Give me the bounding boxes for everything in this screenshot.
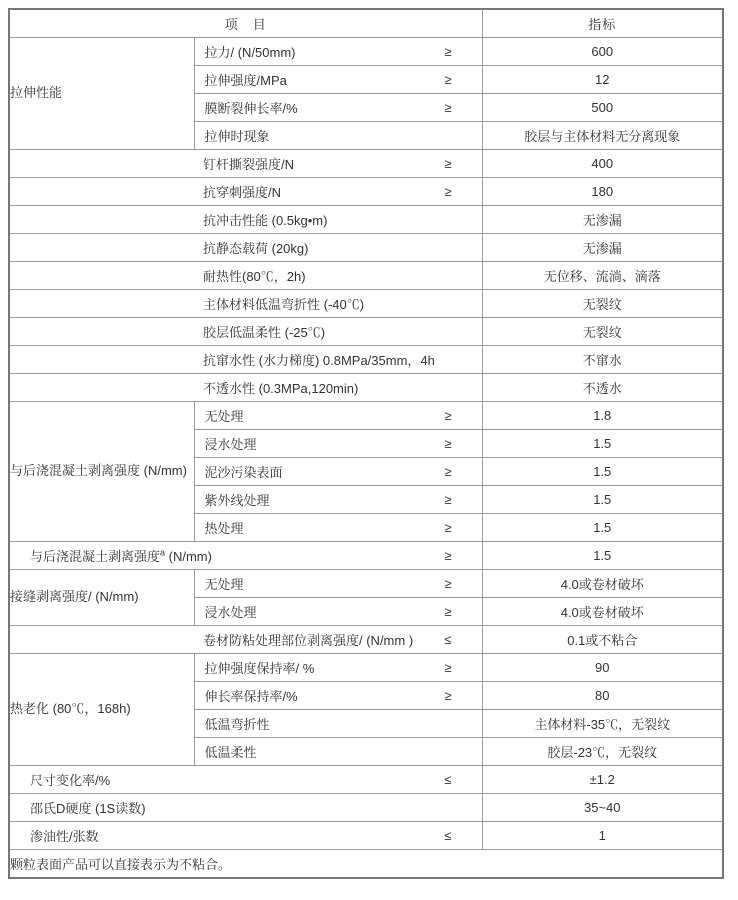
item-label: 拉伸强度/MPa [204,73,287,88]
item-cell [9,150,482,178]
item-label: 拉伸时现象 [204,129,270,144]
item-label: 主体材料低温弯折性 (-40℃) [203,297,365,312]
item-cell [194,66,482,94]
item-cell [194,710,482,738]
item-label: 抗冲击性能 (0.5kg•m) [203,213,328,228]
comparison-symbol: ≥ [444,520,452,535]
table-row [9,626,723,654]
spec-value-cell: 1.5 [482,542,723,570]
item-label: 抗静态载荷 (20kg) [203,241,309,256]
table-row [9,822,723,850]
spec-value-cell: 1.5 [482,486,723,514]
spec-value-cell: 无位移、流淌、滴落 [482,262,723,290]
table-row [9,794,723,822]
table-row [9,374,723,402]
comparison-symbol: ≥ [444,436,452,451]
item-cell [194,486,482,514]
item-cell [194,570,482,598]
item-label: 抗窜水性 (水力梯度) 0.8MPa/35mm，4h [203,353,435,368]
item-label: 卷材防粘处理部位剥离强度/ (N/mm ) [203,633,414,648]
item-label: 拉力/ (N/50mm) [204,45,296,60]
spec-value-cell: 不透水 [482,374,723,402]
item-cell [194,458,482,486]
spec-value-cell: 无裂纹 [482,290,723,318]
item-cell [9,766,482,794]
category-cell: 热老化 (80℃，168h) [9,654,194,766]
spec-value-cell: 无渗漏 [482,234,723,262]
item-label: 钉杆撕裂强度/N [203,157,295,172]
item-cell [194,122,482,150]
item-cell [194,38,482,66]
item-cell [9,178,482,206]
item-superscript: a [160,547,166,558]
table-row [9,262,723,290]
table-row [9,150,723,178]
spec-value-cell: 0.1或不粘合 [482,626,723,654]
item-label: 无处理 [204,577,244,592]
item-label: 胶层低温柔性 (-25℃) [203,325,326,340]
category-cell: 拉伸性能 [9,38,194,150]
item-cell [194,598,482,626]
header-spec: 指标 [482,9,723,38]
spec-table [8,8,724,879]
item-label: 耐热性(80℃，2h) [203,269,306,284]
comparison-symbol: ≥ [444,100,452,115]
item-label: 泥沙污染表面 [204,465,283,480]
comparison-symbol: ≥ [444,464,452,479]
spec-value-cell: 1.5 [482,514,723,542]
spec-value-cell: 1.5 [482,430,723,458]
table-row [9,38,723,66]
category-cell: 接缝剥离强度/ (N/mm) [9,570,194,626]
item-cell [194,682,482,710]
table-row [9,570,723,598]
spec-value-cell: 无裂纹 [482,318,723,346]
item-label: 浸水处理 [204,605,257,620]
item-label: 低温柔性 [204,745,257,760]
spec-value-cell: 4.0或卷材破坏 [482,570,723,598]
item-cell [194,94,482,122]
item-cell [9,318,482,346]
spec-value-cell: 1 [482,822,723,850]
comparison-symbol: ≤ [444,632,452,647]
table-row [9,402,723,430]
table-row [9,346,723,374]
item-cell [194,430,482,458]
item-label: 紫外线处理 [204,493,270,508]
table-row [9,290,723,318]
item-label: 伸长率保持率/% [204,689,298,704]
spec-value-cell: 4.0或卷材破坏 [482,598,723,626]
table-row [9,542,723,570]
item-label: 热处理 [204,521,244,536]
spec-value-cell: 无渗漏 [482,206,723,234]
item-label: 渗油性/张数 [30,829,99,844]
spec-value-cell: 400 [482,150,723,178]
item-cell [194,402,482,430]
item-cell [9,542,482,570]
item-label: 低温弯折性 [204,717,270,732]
comparison-symbol: ≤ [444,772,452,787]
table-row [9,654,723,682]
spec-value-cell: 180 [482,178,723,206]
item-cell [9,290,482,318]
item-cell [9,206,482,234]
spec-value-cell: 80 [482,682,723,710]
category-cell: 与后浇混凝土剥离强度 (N/mm) [9,402,194,542]
item-cell [9,822,482,850]
comparison-symbol: ≥ [444,184,452,199]
table-row [9,234,723,262]
item-cell [9,346,482,374]
item-label: 拉伸强度保持率/ % [204,661,315,676]
item-label: 尺寸变化率/% [30,773,111,788]
item-label: 浸水处理 [204,437,257,452]
comparison-symbol: ≥ [444,492,452,507]
spec-value-cell: 1.8 [482,402,723,430]
spec-value-cell: 胶层与主体材料无分离现象 [482,122,723,150]
comparison-symbol: ≥ [444,604,452,619]
spec-value-cell: 35~40 [482,794,723,822]
item-cell [194,738,482,766]
spec-value-cell: 90 [482,654,723,682]
item-label: 不透水性 (0.3MPa,120min) [203,381,359,396]
comparison-symbol: ≥ [444,156,452,171]
comparison-symbol: ≥ [444,44,452,59]
item-label: 邵氏D硬度 (1S读数) [30,801,146,816]
table-row [9,318,723,346]
comparison-symbol: ≥ [444,548,452,563]
item-cell [9,794,482,822]
header-item: 项 目 [9,9,482,38]
comparison-symbol: ≥ [444,576,452,591]
item-label: 与后浇混凝土剥离强度$^a$ (N/mm) [30,547,212,564]
item-cell [9,626,482,654]
item-cell [9,234,482,262]
item-cell [9,374,482,402]
spec-value-cell: ±1.2 [482,766,723,794]
comparison-symbol: ≥ [444,408,452,423]
spec-value-cell: 12 [482,66,723,94]
table-row [9,766,723,794]
comparison-symbol: ≥ [444,688,452,703]
spec-value-cell: 500 [482,94,723,122]
table-footnote: 颗粒表面产品可以直接表示为不粘合。 [9,850,723,879]
item-label: 无处理 [204,409,244,424]
table-row [9,850,723,879]
item-cell [194,654,482,682]
item-cell [9,262,482,290]
table-row [9,206,723,234]
comparison-symbol: ≤ [444,828,452,843]
spec-value-cell: 600 [482,38,723,66]
item-cell [194,514,482,542]
header-row [9,9,723,38]
table-row [9,178,723,206]
spec-value-cell: 胶层-23℃，无裂纹 [482,738,723,766]
comparison-symbol: ≥ [444,72,452,87]
item-label: 膜断裂伸长率/% [204,101,298,116]
item-label: 抗穿刺强度/N [203,185,282,200]
comparison-symbol: ≥ [444,660,452,675]
spec-value-cell: 不窜水 [482,346,723,374]
spec-value-cell: 1.5 [482,458,723,486]
spec-value-cell: 主体材料-35℃，无裂纹 [482,710,723,738]
